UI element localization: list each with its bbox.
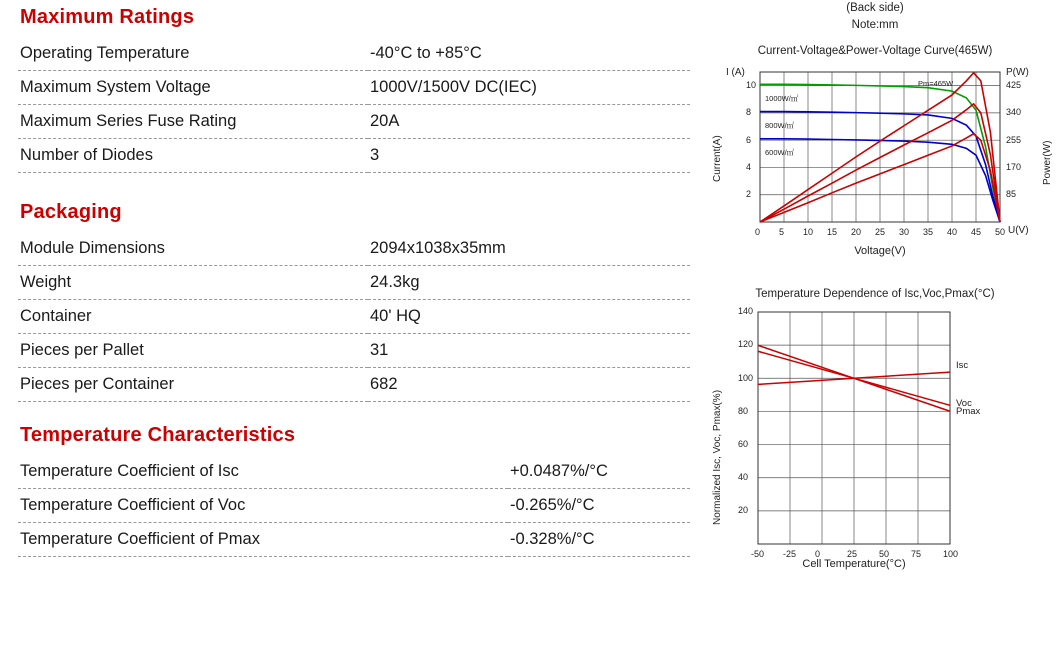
specifications-column	[18, 0, 690, 557]
iv-ytick: 4	[746, 161, 752, 172]
iv-x-end-label: U(V)	[1008, 225, 1029, 237]
section-gap	[18, 173, 690, 195]
temperature-characteristics-table	[18, 455, 690, 557]
spec-value: 20A	[368, 105, 690, 139]
table-row	[18, 489, 690, 523]
table-row	[18, 368, 690, 402]
iv-xtick: 5	[779, 227, 785, 238]
spec-value: 682	[368, 368, 690, 402]
table-row	[18, 139, 690, 173]
temp-xtick: -25	[783, 549, 797, 560]
iv-ytick: 10	[746, 79, 757, 90]
spec-label: Pieces per Pallet	[18, 334, 368, 368]
temp-ytick: 140	[738, 306, 754, 317]
table-row	[18, 37, 690, 71]
maximum-ratings-table	[18, 37, 690, 173]
iv-annotation-1000: 1000W/㎡	[765, 94, 799, 104]
iv-xtick: 15	[827, 227, 838, 238]
temp-xtick: 25	[847, 549, 858, 560]
spec-value: 1000V/1500V DC(IEC)	[368, 71, 690, 105]
temperature-dependence-chart	[690, 300, 1060, 600]
iv-y2tick: 340	[1006, 107, 1022, 118]
section-title-temperature-characteristics: Temperature Characteristics	[20, 424, 296, 446]
temp-xtick: 0	[815, 549, 821, 560]
table-row	[18, 334, 690, 368]
iv-y2tick: 425	[1006, 79, 1022, 90]
iv-xtick: 30	[899, 227, 910, 238]
spec-value: 2094x1038x35mm	[368, 232, 690, 266]
iv-annotation-800: 800W/㎡	[765, 121, 795, 131]
spec-label: Module Dimensions	[18, 232, 368, 266]
spec-label: Operating Temperature	[18, 37, 368, 71]
iv-annotation-600: 600W/㎡	[765, 148, 795, 158]
iv-y2label: Power(W)	[1042, 140, 1053, 186]
table-row	[18, 232, 690, 266]
spec-label: Maximum Series Fuse Rating	[18, 105, 368, 139]
iv-xlabel: Voltage(V)	[854, 245, 906, 258]
iv-y2tick: 255	[1006, 134, 1022, 145]
backside-label: (Back side)	[846, 2, 904, 14]
spec-value: 24.3kg	[368, 266, 690, 300]
spec-value: +0.0487%/°C	[508, 455, 690, 489]
spec-label: Pieces per Container	[18, 368, 368, 402]
iv-xtick: 40	[947, 227, 958, 238]
spec-label: Weight	[18, 266, 368, 300]
iv-y-corner-label: I (A)	[726, 67, 745, 79]
table-row	[18, 105, 690, 139]
section-gap	[18, 402, 690, 418]
iv-annotation-pmax: Pm=465W	[918, 79, 954, 89]
iv-y2-corner-label: P(W)	[1006, 67, 1029, 79]
temp-xtick: -50	[751, 549, 765, 560]
iv-y2tick: 85	[1006, 189, 1017, 200]
temp-ylabel: Normalized Isc, Voc, Pmax(%)	[712, 390, 723, 526]
spec-value: -0.265%/°C	[508, 489, 690, 523]
temp-ytick: 20	[738, 505, 749, 516]
temp-xtick: 75	[911, 549, 922, 560]
current-voltage-power-voltage-chart	[690, 57, 1060, 272]
temp-ytick: 120	[738, 339, 754, 350]
spec-label: Temperature Coefficient of Isc	[18, 455, 508, 489]
iv-xtick: 20	[851, 227, 862, 238]
temp-xtick: 100	[943, 549, 959, 560]
charts-column	[690, 0, 1060, 647]
temp-ytick: 100	[738, 372, 754, 383]
temp-ytick: 60	[738, 438, 749, 449]
section-title-maximum-ratings: Maximum Ratings	[20, 6, 195, 28]
backside-note	[690, 0, 1060, 33]
iv-xtick: 35	[923, 227, 934, 238]
table-row	[18, 71, 690, 105]
units-note: Note:mm	[851, 18, 899, 31]
table-row	[18, 300, 690, 334]
temp-series-label-isc: Isc	[956, 360, 969, 372]
iv-ytick: 6	[746, 134, 752, 145]
temp-chart-title: Temperature Dependence of Isc,Voc,Pmax(°C)	[755, 288, 995, 301]
temp-series-label-pmax: Pmax	[956, 405, 981, 417]
iv-xtick: 50	[995, 227, 1006, 238]
spec-label: Number of Diodes	[18, 139, 368, 173]
iv-xtick: 45	[971, 227, 982, 238]
iv-ylabel: Current(A)	[712, 135, 723, 183]
spec-label: Temperature Coefficient of Voc	[18, 489, 508, 523]
spec-value: 31	[368, 334, 690, 368]
section-title-packaging: Packaging	[20, 201, 122, 223]
table-row	[18, 523, 690, 557]
iv-ytick: 8	[746, 107, 752, 118]
spec-value: -40°C to +85°C	[368, 37, 690, 71]
iv-y2tick: 170	[1006, 161, 1022, 172]
iv-ytick: 2	[746, 189, 752, 200]
temp-ytick: 40	[738, 472, 749, 483]
table-row	[18, 455, 690, 489]
iv-chart-title: Current-Voltage&Power-Voltage Curve(465W)	[757, 45, 993, 58]
temp-series-label-voc: Voc	[956, 397, 972, 409]
spec-label: Temperature Coefficient of Pmax	[18, 523, 508, 557]
iv-xtick: 10	[803, 227, 814, 238]
spec-label: Maximum System Voltage	[18, 71, 368, 105]
temp-ytick: 80	[738, 405, 749, 416]
spec-value: 40' HQ	[368, 300, 690, 334]
table-row	[18, 266, 690, 300]
spec-value: 3	[368, 139, 690, 173]
iv-xtick: 25	[875, 227, 886, 238]
spec-label: Container	[18, 300, 368, 334]
temp-xlabel: Cell Temperature(°C)	[802, 558, 906, 571]
temp-xtick: 50	[879, 549, 890, 560]
spec-value: -0.328%/°C	[508, 523, 690, 557]
iv-xtick: 0	[755, 227, 761, 238]
packaging-table	[18, 232, 690, 402]
